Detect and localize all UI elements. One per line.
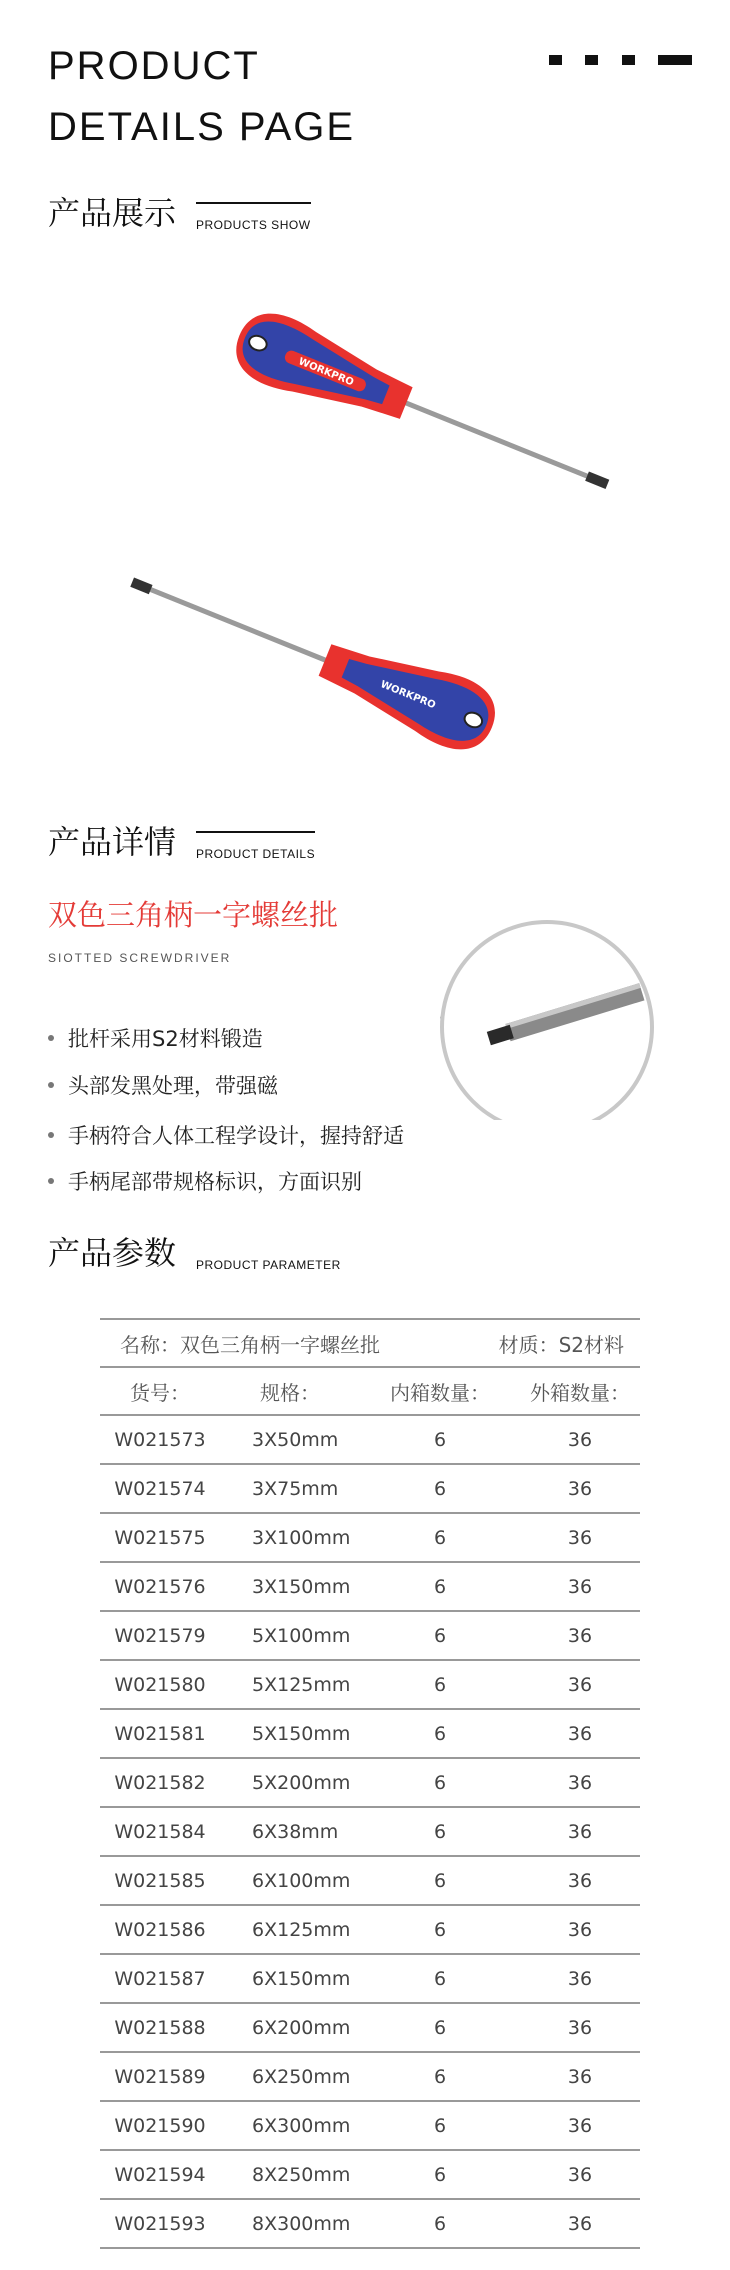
screwdriver-tip <box>130 577 152 594</box>
cell-code: W021575 <box>114 1526 206 1549</box>
section-title-en-wrap <box>196 831 315 862</box>
screwdriver-image-1 <box>225 290 625 490</box>
cell-size: 8X250mm <box>252 2163 351 2186</box>
section-title-en: PRODUCTS SHOW <box>196 218 311 232</box>
parameter-table <box>100 1318 640 2249</box>
decor-block-3 <box>622 55 635 65</box>
table-row <box>100 1808 640 1857</box>
table-row <box>100 1416 640 1465</box>
header-size: 规格： <box>260 1380 320 1405</box>
feature-item <box>48 1023 263 1053</box>
cell-size: 6X250mm <box>252 2065 351 2088</box>
cell-outer-qty: 36 <box>567 1673 593 1696</box>
table-row <box>100 1612 640 1661</box>
cell-code: W021585 <box>114 1869 206 1892</box>
section-product-parameter <box>48 1233 341 1273</box>
cell-inner-qty: 6 <box>433 1526 447 1549</box>
section-title-zh: 产品展示 <box>48 194 177 232</box>
cell-size: 5X125mm <box>252 1673 351 1696</box>
cell-outer-qty: 36 <box>567 1967 593 1990</box>
cell-size: 6X125mm <box>252 1918 351 1941</box>
cell-code: W021586 <box>114 1918 206 1941</box>
cell-outer-qty: 36 <box>567 2065 593 2088</box>
screwdriver-image-2 <box>125 560 525 760</box>
cell-outer-qty: 36 <box>567 1820 593 1843</box>
cell-outer-qty: 36 <box>567 1869 593 1892</box>
hero-title-line2: DETAILS PAGE <box>48 105 356 149</box>
hero-title-line1: PRODUCT <box>48 44 260 88</box>
cell-inner-qty: 6 <box>433 1820 447 1843</box>
cell-size: 3X150mm <box>252 1575 351 1598</box>
cell-outer-qty: 36 <box>567 1771 593 1794</box>
cell-inner-qty: 6 <box>433 1918 447 1941</box>
section-title-zh: 产品详情 <box>48 823 177 861</box>
table-row <box>100 1906 640 1955</box>
bullet-dot <box>48 1132 54 1138</box>
cell-outer-qty: 36 <box>567 1624 593 1647</box>
cell-code: W021590 <box>114 2114 206 2137</box>
cell-code: W021581 <box>114 1722 206 1745</box>
tip-zoom-callout <box>440 920 680 1120</box>
feature-item <box>48 1070 278 1100</box>
table-row <box>100 1465 640 1514</box>
cell-inner-qty: 6 <box>433 1967 447 1990</box>
bullet-dot <box>48 1082 54 1088</box>
cell-code: W021580 <box>114 1673 206 1696</box>
cell-inner-qty: 6 <box>433 2114 447 2137</box>
cell-size: 8X300mm <box>252 2212 351 2235</box>
table-row <box>100 1514 640 1563</box>
feature-item <box>48 1120 404 1150</box>
section-title-en-wrap <box>196 1244 341 1273</box>
table-row <box>100 2102 640 2151</box>
header-inner-qty: 内箱数量： <box>390 1380 490 1405</box>
table-row <box>100 1661 640 1710</box>
section-title-en-wrap <box>196 202 311 233</box>
section-products-show <box>48 193 311 233</box>
hero-title <box>48 36 355 158</box>
decor-block-4 <box>658 55 692 65</box>
cell-code: W021579 <box>114 1624 206 1647</box>
cell-size: 5X150mm <box>252 1722 351 1745</box>
cell-size: 3X100mm <box>252 1526 351 1549</box>
feature-item <box>48 1166 362 1196</box>
cell-inner-qty: 6 <box>433 2163 447 2186</box>
feature-text: 批杆采用S2材料锻造 <box>68 1027 263 1051</box>
cell-inner-qty: 6 <box>433 1869 447 1892</box>
cell-outer-qty: 36 <box>567 1428 593 1451</box>
section-title-zh: 产品参数 <box>48 1234 177 1272</box>
screwdriver-tip <box>585 471 609 489</box>
cell-size: 3X50mm <box>252 1428 339 1451</box>
cell-outer-qty: 36 <box>567 1918 593 1941</box>
table-row <box>100 1955 640 2004</box>
table-row <box>100 1857 640 1906</box>
cell-outer-qty: 36 <box>567 2163 593 2186</box>
cell-outer-qty: 36 <box>567 2212 593 2235</box>
feature-text: 手柄尾部带规格标识，方面识别 <box>68 1170 362 1194</box>
table-row <box>100 2151 640 2200</box>
cell-outer-qty: 36 <box>567 1722 593 1745</box>
feature-text: 头部发黑处理，带强磁 <box>68 1074 278 1098</box>
table-name-label: 名称：双色三角柄一字螺丝批 <box>120 1332 380 1357</box>
bullet-dot <box>48 1035 54 1041</box>
screwdriver-shaft <box>397 399 601 481</box>
cell-inner-qty: 6 <box>433 1722 447 1745</box>
cell-code: W021582 <box>114 1771 206 1794</box>
table-row <box>100 2200 640 2249</box>
table-row <box>100 2004 640 2053</box>
section-product-details <box>48 822 315 862</box>
table-row <box>100 2053 640 2102</box>
cell-code: W021589 <box>114 2065 206 2088</box>
screwdriver-shaft <box>140 585 335 664</box>
cell-size: 6X200mm <box>252 2016 351 2039</box>
cell-outer-qty: 36 <box>567 1477 593 1500</box>
table-material-label: 材质：S2材料 <box>498 1332 624 1357</box>
cell-outer-qty: 36 <box>567 1575 593 1598</box>
cell-code: W021576 <box>114 1575 206 1598</box>
section-title-en: PRODUCT PARAMETER <box>196 1258 341 1272</box>
cell-size: 3X75mm <box>252 1477 339 1500</box>
cell-inner-qty: 6 <box>433 2212 447 2235</box>
table-row <box>100 1710 640 1759</box>
cell-code: W021593 <box>114 2212 206 2235</box>
cell-size: 6X100mm <box>252 1869 351 1892</box>
cell-inner-qty: 6 <box>433 1771 447 1794</box>
cell-code: W021584 <box>114 1820 206 1843</box>
section-title-en: PRODUCT DETAILS <box>196 847 316 861</box>
cell-inner-qty: 6 <box>433 1575 447 1598</box>
cell-outer-qty: 36 <box>567 2114 593 2137</box>
cell-inner-qty: 6 <box>433 1673 447 1696</box>
cell-inner-qty: 6 <box>433 1624 447 1647</box>
cell-inner-qty: 6 <box>433 1477 447 1500</box>
cell-code: W021594 <box>114 2163 206 2186</box>
cell-code: W021587 <box>114 1967 206 1990</box>
cell-code: W021573 <box>114 1428 206 1451</box>
brand-logo: WORKPRO <box>378 679 438 712</box>
cell-inner-qty: 6 <box>433 2065 447 2088</box>
cell-outer-qty: 36 <box>567 1526 593 1549</box>
brand-logo: WORKPRO <box>296 356 356 389</box>
cell-inner-qty: 6 <box>433 1428 447 1451</box>
decor-block-1 <box>549 55 562 65</box>
bullet-dot <box>48 1178 54 1184</box>
table-body <box>100 1416 640 2249</box>
cell-outer-qty: 36 <box>567 2016 593 2039</box>
header-outer-qty: 外箱数量： <box>530 1380 630 1405</box>
cell-inner-qty: 6 <box>433 2016 447 2039</box>
decor-block-2 <box>585 55 598 65</box>
product-name-en: SIOTTED SCREWDRIVER <box>48 951 232 965</box>
feature-text: 手柄符合人体工程学设计，握持舒适 <box>68 1124 404 1148</box>
header-code: 货号： <box>130 1380 190 1405</box>
table-row <box>100 1759 640 1808</box>
cell-code: W021588 <box>114 2016 206 2039</box>
table-info-row <box>100 1320 640 1366</box>
table-header-row <box>100 1368 640 1414</box>
cell-size: 6X150mm <box>252 1967 351 1990</box>
cell-code: W021574 <box>114 1477 206 1500</box>
cell-size: 5X200mm <box>252 1771 351 1794</box>
product-name-zh: 双色三角柄一字螺丝批 <box>48 898 339 932</box>
cell-size: 5X100mm <box>252 1624 351 1647</box>
cell-size: 6X38mm <box>252 1820 339 1843</box>
table-row <box>100 1563 640 1612</box>
cell-size: 6X300mm <box>252 2114 351 2137</box>
